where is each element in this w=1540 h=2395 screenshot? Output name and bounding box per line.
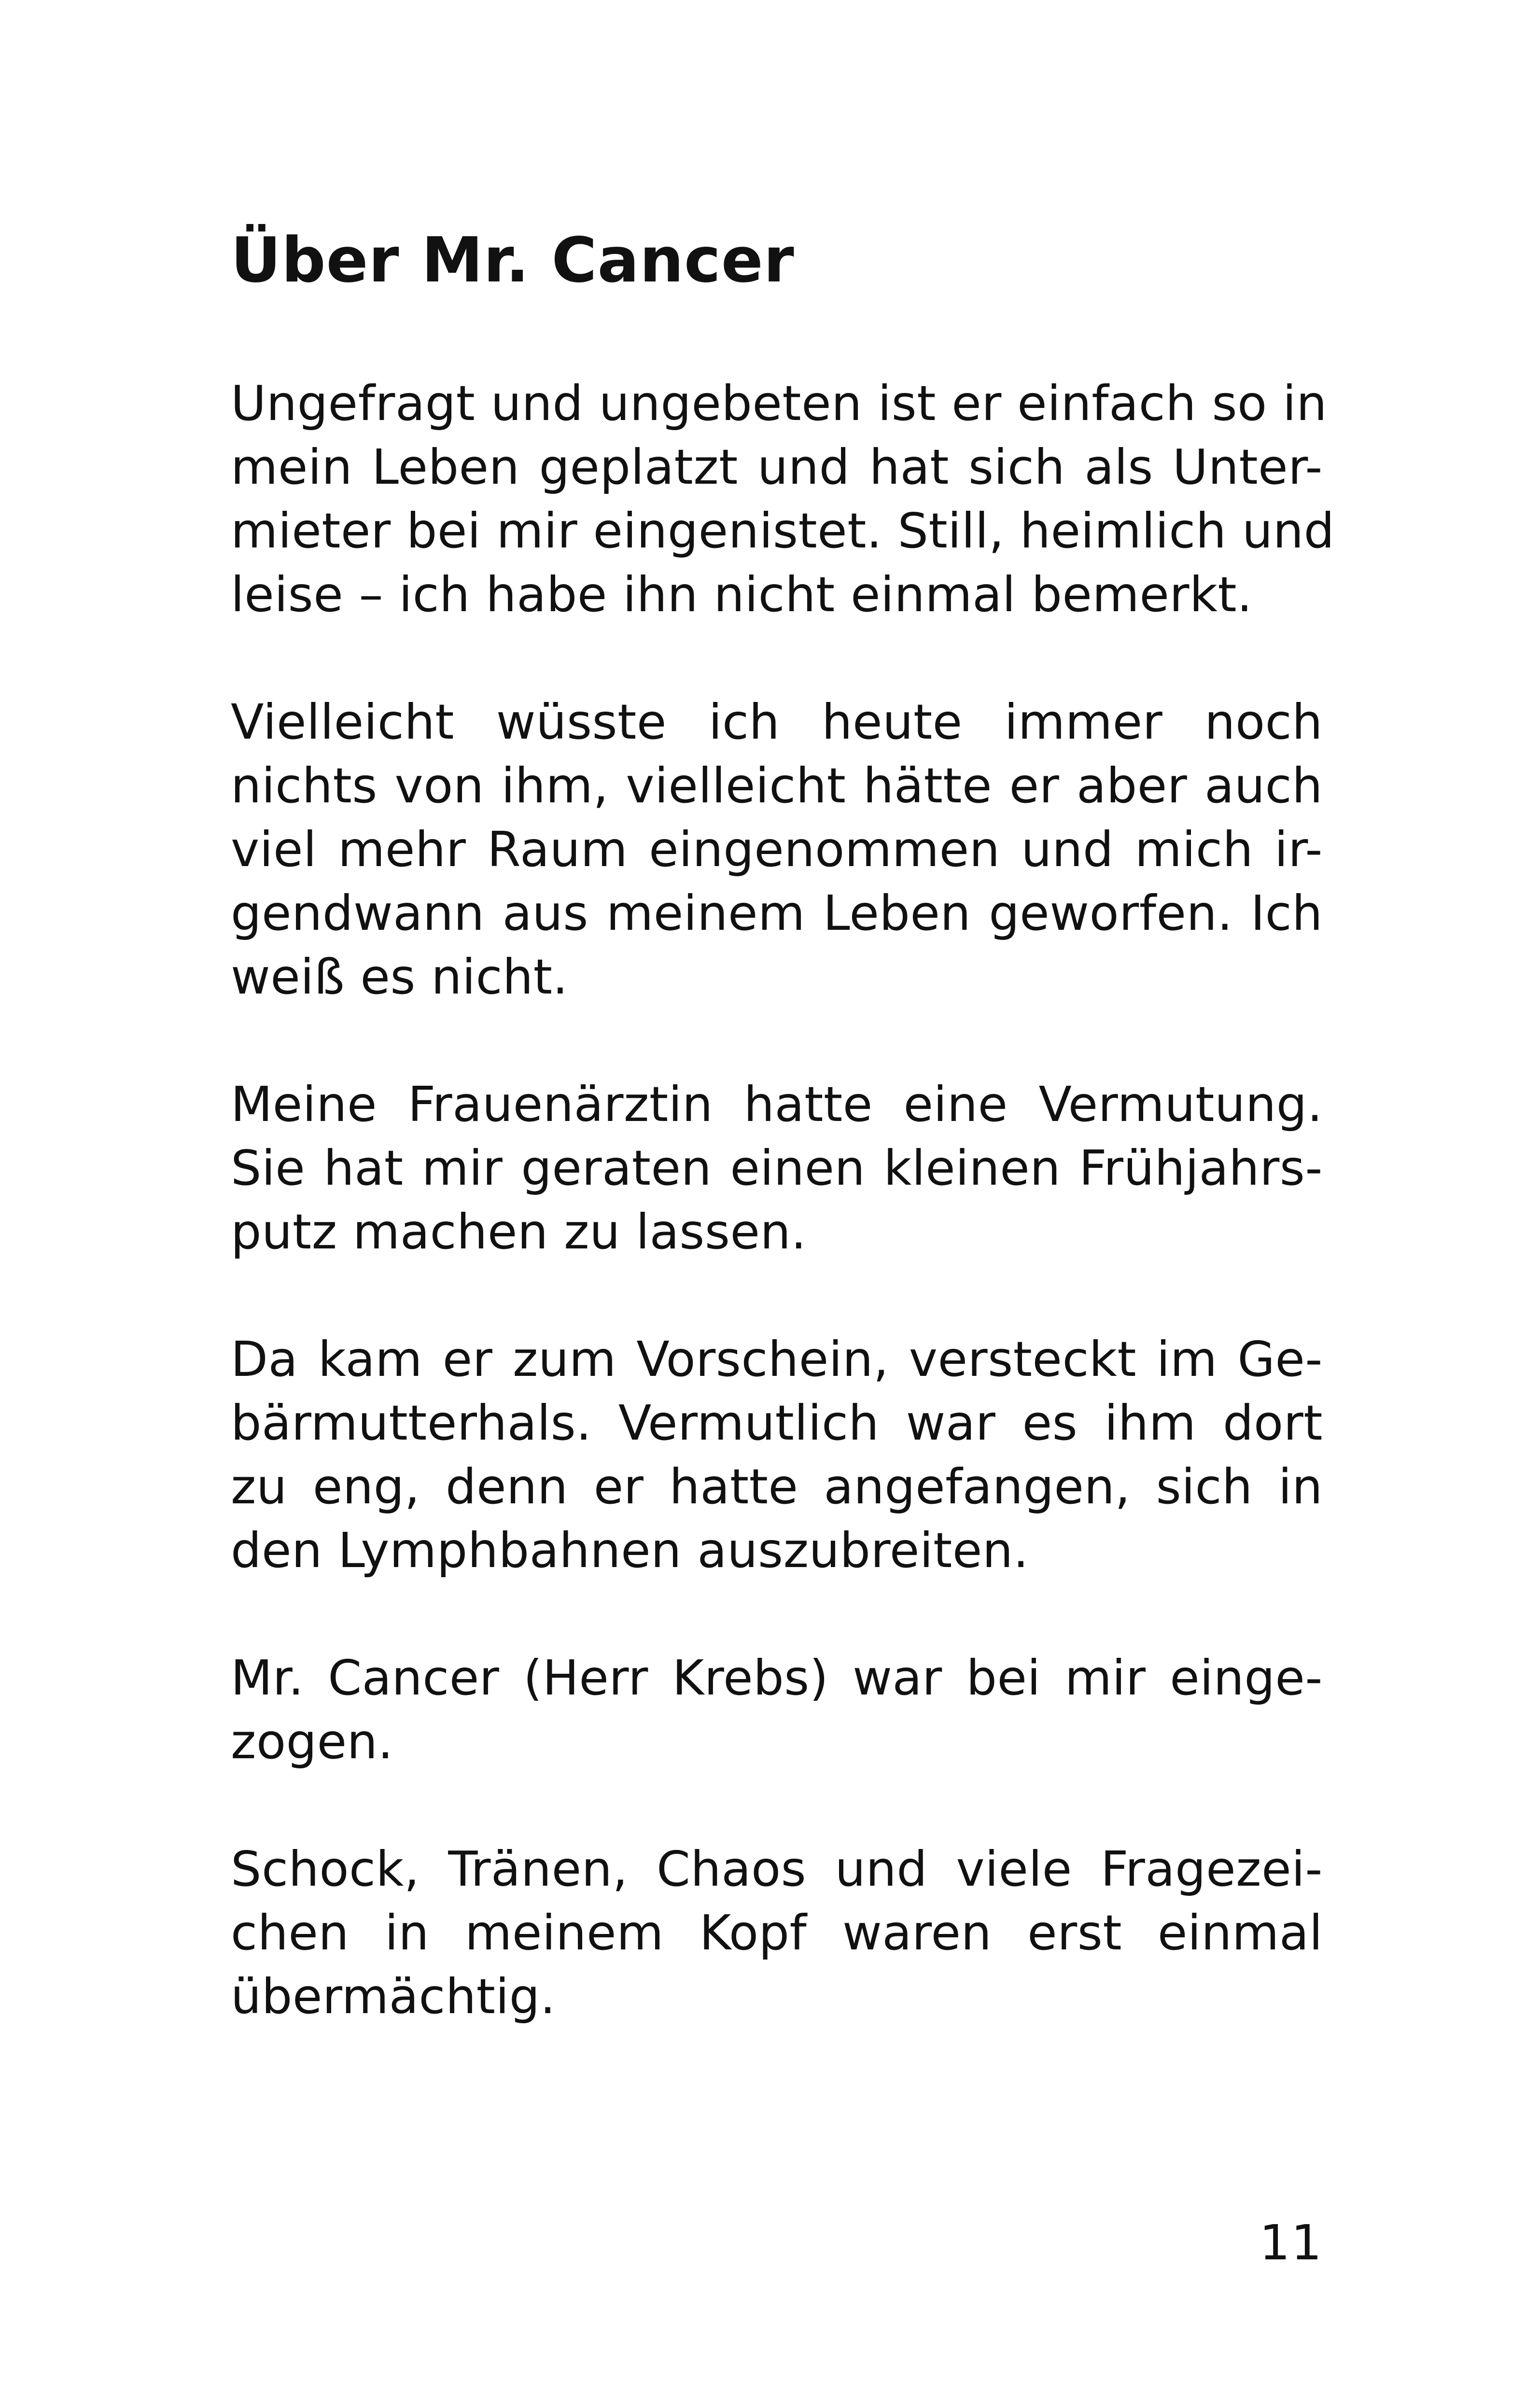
paragraph-2 [231,690,1323,1009]
text-line: zu eng, denn er hatte angefangen, sich in [231,1458,1323,1515]
text-line: Mr. Cancer (Herr Krebs) war bei mir einge- [231,1650,1323,1706]
text-line: Sie hat mir geraten einen kleinen Frühjahrs- [231,1140,1323,1196]
text-line: Schock, Tränen, Chaos und viele Fragezei- [231,1841,1323,1897]
paragraph-1 [231,372,1335,627]
text-line: Meine Frauenärztin hatte eine Vermutung. [231,1076,1323,1133]
page-content [231,222,1335,2092]
text-line: mieter bei mir eingenistet. Still, heimlich und [231,503,1335,559]
paragraph-3 [231,1073,1323,1264]
text-line: Da kam er zum Vorschein, versteckt im Ge- [231,1331,1323,1387]
text-line: Vielleicht wüsste ich heute immer noch [231,694,1323,750]
paragraph-5 [231,1646,1323,1774]
text-line: chen in meinem Kopf waren erst einmal [231,1905,1323,1961]
text-line: den Lymphbahnen auszubreiten. [231,1522,1029,1579]
text-line: weiß es nicht. [231,949,568,1005]
text-line: zogen. [231,1713,393,1770]
text-line: leise – ich habe ihn nicht einmal bemerkt. [231,566,1253,623]
paragraph-4 [231,1328,1323,1583]
text-line: übermächtig. [231,1968,556,2025]
text-line: viel mehr Raum eingenommen und mich ir- [231,821,1323,878]
paragraph-6 [231,1837,1323,2029]
text-line: gendwann aus meinem Leben geworfen. Ich [231,885,1323,941]
text-line: bärmutterhals. Vermutlich war es ihm dort [231,1395,1323,1451]
text-line: mein Leben geplatzt und hat sich als Unter- [231,439,1323,495]
text-line: nichts von ihm, vielleicht hätte er aber auch [231,757,1323,814]
text-line: Ungefragt und ungebeten ist er einfach so in [231,375,1328,432]
text-line: putz machen zu lassen. [231,1204,807,1260]
page-number: 11 [1259,2214,1323,2271]
chapter-title: Über Mr. Cancer [231,224,795,296]
